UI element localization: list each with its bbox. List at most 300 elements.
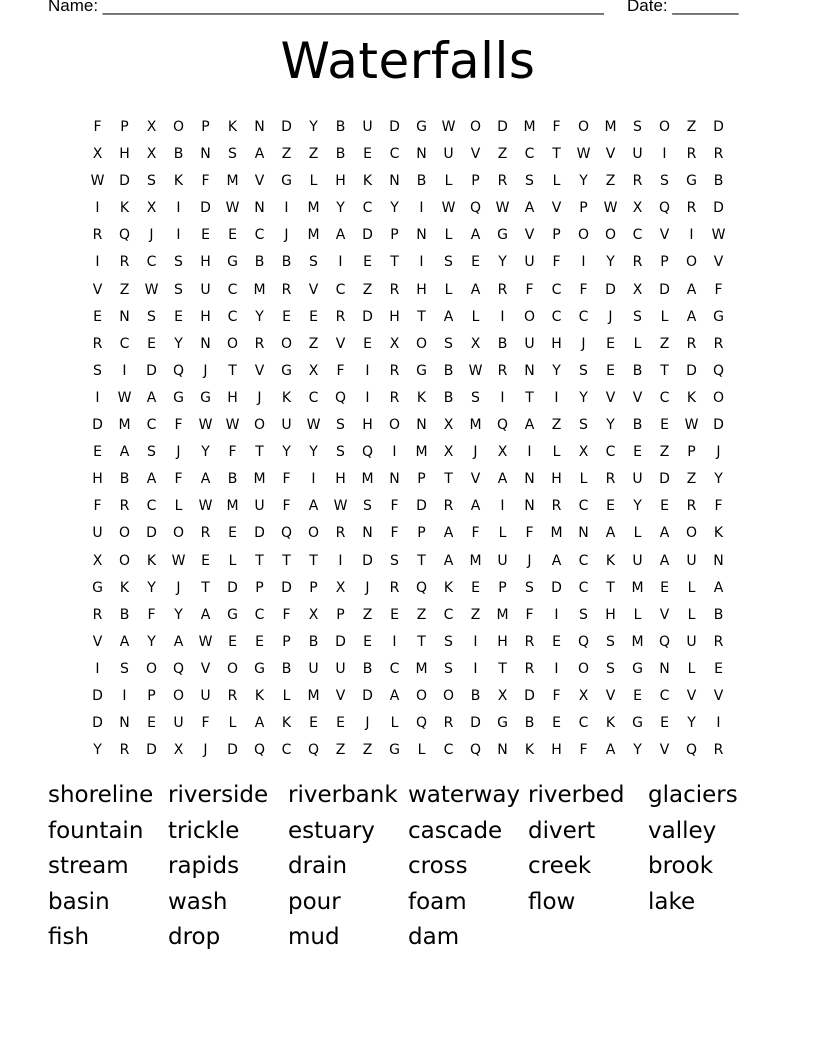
grid-letter: N [497,742,508,759]
grid-letter: F [147,606,156,623]
grid-letter: B [470,687,481,704]
grid-letter: L [687,606,696,623]
grid-letter: P [282,633,291,650]
grid-letter: O [415,335,428,352]
grid-letter: N [119,308,130,325]
grid-letter: D [362,227,373,244]
grid-letter: W [441,119,456,135]
word-bank-item: riverbed [528,782,625,808]
grid-letter: F [714,498,723,515]
grid-letter: Y [309,119,318,135]
grid-letter: G [92,579,103,596]
grid-letter: M [469,552,482,569]
grid-letter: M [226,498,239,515]
grid-letter: K [605,552,616,569]
grid-letter: A [443,552,454,569]
grid-letter: B [308,633,319,650]
grid-letter: D [146,362,157,379]
grid-letter: C [146,417,157,434]
grid-letter: D [281,579,292,596]
letter-grid [84,114,732,764]
grid-letter: N [713,552,724,569]
grid-letter: R [632,254,643,271]
grid-letter: R [443,498,454,515]
word-bank-item: wash [168,888,228,915]
grid-letter: Q [307,742,320,759]
word-bank-item: drain [288,853,348,880]
grid-letter: S [579,362,588,379]
grid-letter: L [309,173,318,190]
grid-letter: K [281,715,292,732]
grid-letter: I [338,254,343,271]
grid-letter: C [308,389,319,406]
grid-letter: N [200,146,211,163]
grid-letter: G [416,119,427,135]
grid-letter: F [525,525,534,542]
grid-letter: K [146,552,157,569]
grid-letter: R [713,742,724,759]
grid-letter: G [254,660,265,677]
grid-letter: G [227,606,238,623]
grid-letter: C [389,146,400,163]
grid-letter: K [227,119,238,135]
grid-letter: Z [659,335,670,352]
grid-letter: L [228,552,237,569]
grid-letter: I [311,471,316,488]
grid-letter: P [255,579,264,596]
grid-letter: C [362,200,373,217]
grid-letter: H [227,389,238,406]
grid-letter: O [118,552,131,569]
grid-letter: O [415,687,428,704]
grid-letter: S [174,254,183,271]
grid-letter: Z [362,281,373,298]
grid-letter: A [146,389,157,406]
grid-letter: H [389,308,400,325]
grid-letter: B [227,471,238,488]
grid-letter: S [336,417,345,434]
grid-letter: E [552,633,561,650]
grid-letter: Y [633,498,642,515]
grid-letter: U [632,146,643,163]
grid-letter: Y [390,200,399,217]
grid-letter: H [551,742,562,759]
grid-letter: C [578,308,589,325]
grid-letter: R [686,146,697,163]
grid-letter: S [444,335,453,352]
grid-letter: V [713,687,724,704]
grid-letter: H [335,173,346,190]
grid-letter: R [281,281,292,298]
grid-letter: J [608,308,613,325]
grid-letter: I [419,200,424,217]
grid-letter: W [468,362,483,379]
grid-letter: L [660,308,669,325]
grid-letter: F [579,742,588,759]
grid-letter: H [200,308,211,325]
grid-letter: D [281,119,292,135]
grid-letter: V [686,687,697,704]
grid-letter: J [527,552,532,569]
grid-letter: G [200,389,211,406]
grid-letter: M [631,579,644,596]
grid-letter: C [227,281,238,298]
grid-letter: R [200,525,211,542]
grid-letter: G [632,660,643,677]
grid-letter: R [632,173,643,190]
grid-letter: L [282,687,291,704]
grid-letter: E [633,444,642,461]
word-bank-item: waterway [408,782,521,808]
grid-letter: A [605,525,616,542]
grid-letter: R [119,498,130,515]
grid-letter: R [335,525,346,542]
grid-letter: M [469,417,482,434]
grid-letter: H [335,471,346,488]
grid-letter: N [524,471,535,488]
grid-letter: F [174,471,183,488]
grid-letter: G [281,173,292,190]
grid-letter: M [307,200,320,217]
grid-letter: N [254,119,265,135]
grid-letter: D [335,633,346,650]
grid-letter: N [389,471,400,488]
grid-letter: J [203,742,208,759]
grid-letter: K [254,687,265,704]
grid-letter: V [659,742,670,759]
grid-letter: V [524,227,535,244]
grid-letter: I [689,227,694,244]
grid-letter: I [284,200,289,217]
grid-letter: E [660,579,669,596]
grid-letter: R [713,146,724,163]
grid-letter: K [362,173,373,190]
grid-letter: B [632,362,643,379]
grid-letter: A [146,471,157,488]
grid-letter: L [633,335,642,352]
grid-letter: B [443,362,454,379]
grid-letter: L [444,281,453,298]
grid-letter: W [144,281,159,298]
grid-letter: C [578,498,589,515]
grid-letter: N [578,525,589,542]
grid-letter: M [307,227,320,244]
grid-letter: F [201,173,210,190]
grid-letter: U [686,633,697,650]
grid-letter: C [281,742,292,759]
grid-letter: O [604,227,617,244]
grid-letter: F [552,119,561,135]
grid-letter: K [443,579,454,596]
grid-letter: Z [308,146,319,163]
grid-letter: R [92,606,103,623]
grid-letter: H [416,281,427,298]
grid-letter: O [658,119,671,135]
grid-letter: X [632,200,643,217]
grid-letter: Y [714,471,723,488]
grid-letter: C [254,606,265,623]
grid-letter: E [201,227,210,244]
grid-letter: L [633,606,642,623]
grid-letter: Y [606,417,615,434]
grid-letter: X [92,552,103,569]
grid-letter: Z [362,742,373,759]
grid-letter: X [632,281,643,298]
grid-letter: O [226,660,239,677]
grid-letter: T [660,362,669,379]
grid-letter: V [659,227,670,244]
grid-letter: A [470,227,481,244]
grid-letter: V [551,200,562,217]
grid-letter: I [581,254,586,271]
grid-letter: E [228,227,237,244]
grid-letter: V [335,335,346,352]
grid-letter: R [92,335,103,352]
grid-letter: G [497,227,508,244]
grid-letter: X [146,146,157,163]
grid-letter: Q [118,227,131,244]
grid-letter: A [443,525,454,542]
grid-letter: P [417,525,426,542]
grid-letter: X [308,606,319,623]
grid-letter: M [415,660,428,677]
grid-letter: D [92,687,103,704]
grid-letter: V [200,660,211,677]
grid-letter: C [254,227,265,244]
word-bank-item: cross [408,853,468,880]
grid-letter: Q [685,742,698,759]
grid-letter: F [93,119,102,135]
grid-letter: L [417,742,426,759]
grid-letter: W [198,417,213,434]
grid-letter: D [146,742,157,759]
grid-letter: A [659,525,670,542]
grid-letter: E [633,687,642,704]
grid-letter: E [255,633,264,650]
word-bank-item: glaciers [648,782,738,808]
grid-letter: J [257,389,262,406]
grid-letter: H [92,471,103,488]
grid-letter: L [552,173,561,190]
grid-letter: E [93,308,102,325]
grid-letter: N [524,362,535,379]
grid-letter: N [389,173,400,190]
page-title: Waterfalls [280,32,536,90]
grid-letter: N [416,227,427,244]
grid-letter: G [173,389,184,406]
grid-letter: E [363,146,372,163]
grid-letter: P [660,254,669,271]
grid-letter: P [471,173,480,190]
grid-letter: W [441,200,456,217]
grid-letter: R [497,173,508,190]
grid-letter: R [389,281,400,298]
grid-letter: X [497,444,508,461]
grid-letter: C [146,498,157,515]
grid-letter: E [471,579,480,596]
grid-letter: R [227,687,238,704]
grid-letter: C [632,227,643,244]
grid-letter: A [524,200,535,217]
grid-letter: Y [309,444,318,461]
grid-letter: O [307,525,320,542]
word-bank-item: mud [288,924,340,951]
grid-letter: N [119,715,130,732]
grid-letter: R [92,227,103,244]
word-bank-item: fountain [48,817,144,844]
grid-letter: D [389,119,400,135]
grid-letter: S [93,362,102,379]
grid-letter: S [579,417,588,434]
word-bank-item: basin [48,888,110,915]
grid-letter: G [281,362,292,379]
grid-letter: M [307,687,320,704]
grid-letter: W [225,200,240,217]
grid-letter: N [416,146,427,163]
grid-letter: T [417,633,426,650]
grid-letter: S [174,281,183,298]
grid-letter: F [552,687,561,704]
grid-letter: A [335,227,346,244]
word-bank-item: drop [168,924,221,951]
grid-letter: W [225,417,240,434]
grid-letter: I [554,389,559,406]
grid-letter: E [606,498,615,515]
grid-letter: K [119,200,130,217]
grid-letter: Q [415,715,428,732]
grid-letter: R [254,335,265,352]
grid-letter: V [92,633,103,650]
grid-letter: X [497,687,508,704]
grid-letter: Z [497,146,508,163]
grid-letter: M [631,633,644,650]
word-bank-item: pour [288,888,341,915]
word-bank-item: riverbank [288,782,398,808]
grid-letter: H [605,606,616,623]
grid-letter: D [659,471,670,488]
grid-letter: C [119,335,130,352]
grid-letter: E [228,525,237,542]
grid-letter: S [633,308,642,325]
grid-letter: J [176,579,181,596]
grid-letter: F [282,498,291,515]
grid-letter: A [470,281,481,298]
grid-letter: W [684,417,699,434]
grid-letter: E [336,715,345,732]
grid-letter: B [416,173,427,190]
grid-letter: U [173,715,184,732]
grid-letter: L [687,579,696,596]
grid-letter: R [389,579,400,596]
grid-letter: D [713,119,724,135]
grid-letter: V [308,281,319,298]
word-bank-item: fish [48,924,90,951]
grid-letter: R [686,200,697,217]
grid-letter: F [228,444,237,461]
grid-letter: B [254,254,265,271]
grid-letter: F [552,254,561,271]
grid-letter: Z [119,281,130,298]
grid-letter: B [443,389,454,406]
grid-letter: E [309,715,318,732]
grid-letter: D [470,715,481,732]
grid-letter: K [713,525,724,542]
grid-letter: U [200,281,211,298]
grid-letter: B [281,660,292,677]
grid-letter: F [390,498,399,515]
grid-letter: O [469,119,482,135]
grid-letter: A [443,308,454,325]
grid-letter: C [659,389,670,406]
grid-letter: C [578,715,589,732]
grid-letter: N [362,525,373,542]
grid-letter: S [309,254,318,271]
grid-letter: O [118,525,131,542]
grid-letter: Y [93,742,102,759]
grid-letter: C [659,687,670,704]
grid-letter: A [173,633,184,650]
grid-letter: O [172,119,185,135]
grid-letter: K [686,389,697,406]
grid-letter: G [686,173,697,190]
grid-letter: V [254,173,265,190]
grid-letter: I [95,254,100,271]
grid-letter: L [444,173,453,190]
grid-letter: C [335,281,346,298]
grid-letter: Y [282,444,291,461]
grid-letter: X [146,119,157,135]
grid-letter: W [603,200,618,217]
grid-letter: E [282,308,291,325]
grid-letter: R [497,362,508,379]
grid-letter: I [176,227,181,244]
grid-letter: G [713,308,724,325]
grid-letter: E [606,335,615,352]
grid-letter: T [255,444,264,461]
grid-letter: F [93,498,102,515]
grid-letter: N [524,498,535,515]
grid-letter: L [444,227,453,244]
grid-letter: G [389,742,400,759]
grid-letter: Y [498,254,507,271]
grid-letter: Z [686,119,697,135]
grid-letter: Y [147,579,156,596]
grid-letter: B [173,146,184,163]
grid-letter: W [495,200,510,217]
grid-letter: J [176,444,181,461]
grid-letter: B [335,146,346,163]
grid-letter: T [606,579,615,596]
word-bank-item: estuary [288,817,375,844]
word-bank-item: riverside [168,782,269,808]
grid-letter: R [119,254,130,271]
grid-letter: H [551,335,562,352]
grid-letter: A [551,552,562,569]
grid-letter: I [365,389,370,406]
grid-letter: T [201,579,210,596]
grid-letter: X [173,742,184,759]
grid-letter: J [716,444,721,461]
grid-letter: O [172,525,185,542]
grid-letter: D [362,687,373,704]
grid-letter: I [527,444,532,461]
grid-letter: I [500,389,505,406]
grid-letter: D [659,281,670,298]
grid-letter: X [443,417,454,434]
grid-letter: A [119,633,130,650]
grid-letter: T [255,552,264,569]
grid-letter: V [659,606,670,623]
